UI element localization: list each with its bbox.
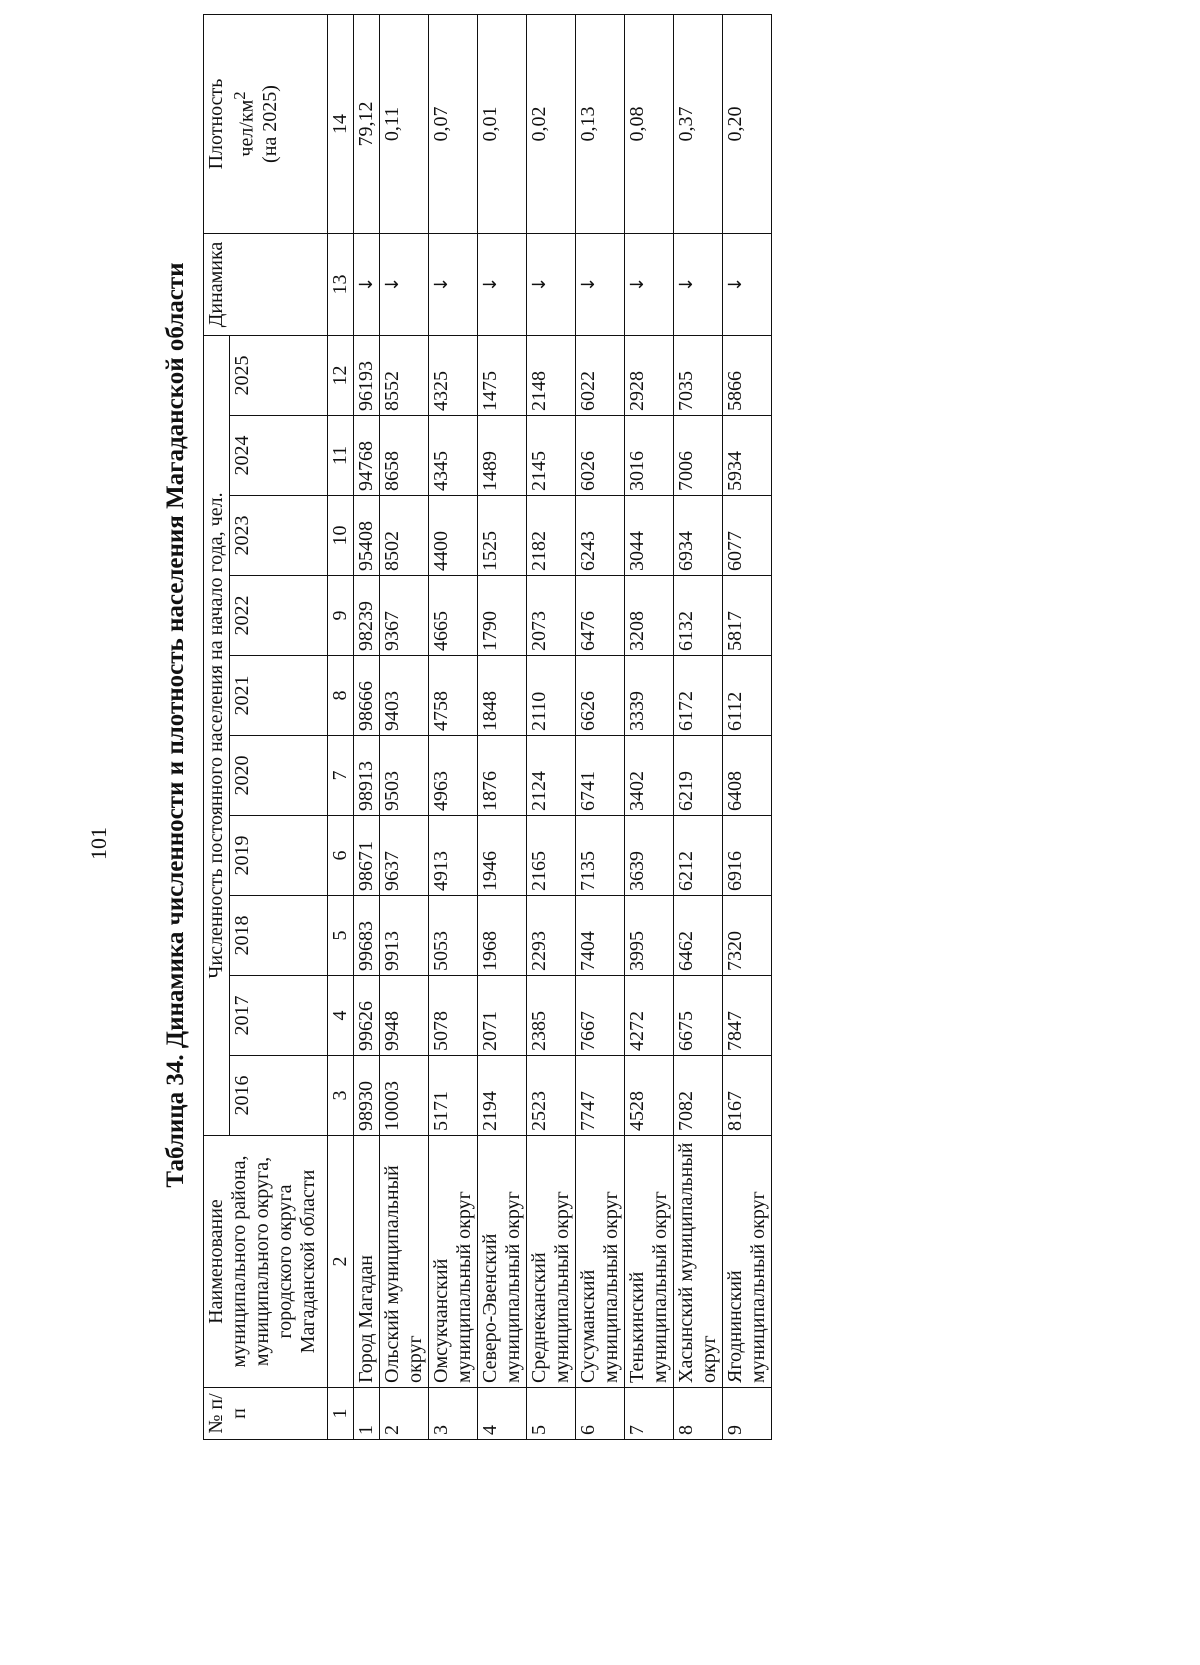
population-cell-2020: 3402 [625,736,674,816]
row-number: 6 [576,1388,625,1440]
population-cell-2024: 94768 [354,416,380,496]
population-cell-2022: 4665 [429,576,478,656]
population-cell-2022: 3208 [625,576,674,656]
population-cell-2019: 4913 [429,816,478,896]
column-index-cell: 4 [328,976,354,1056]
population-cell-2019: 3639 [625,816,674,896]
down-arrow-icon: ↓ [431,276,452,293]
population-cell-2024: 3016 [625,416,674,496]
population-cell-2019: 1946 [478,816,527,896]
population-cell-2025: 8552 [380,336,429,416]
column-index-cell: 3 [328,1056,354,1136]
population-cell-2022: 98239 [354,576,380,656]
column-index-cell: 1 [328,1388,354,1440]
header-year-2024: 2024 [230,416,328,496]
column-index-cell: 14 [328,15,354,234]
population-cell-2021: 1848 [478,656,527,736]
row-name: Ольский муниципальный округ [380,1136,429,1388]
population-cell-2019: 6212 [674,816,723,896]
population-cell-2016: 2523 [527,1056,576,1136]
population-cell-2017: 2071 [478,976,527,1056]
population-cell-2020: 6408 [723,736,772,816]
page-number: 101 [86,827,111,860]
down-arrow-icon: ↓ [725,276,746,293]
column-index-cell: 12 [328,336,354,416]
down-arrow-icon: ↓ [627,276,648,293]
down-arrow-icon: ↓ [382,276,403,293]
population-cell-2017: 9948 [380,976,429,1056]
row-name: Среднеканский муниципальный округ [527,1136,576,1388]
row-name: Город Магадан [354,1136,380,1388]
dynamics-cell [478,234,527,336]
population-cell-2022: 6132 [674,576,723,656]
header-dynamics: Динамика [204,234,328,336]
column-index-cell: 10 [328,496,354,576]
population-cell-2018: 1968 [478,896,527,976]
population-cell-2024: 8658 [380,416,429,496]
population-cell-2023: 6077 [723,496,772,576]
population-cell-2024: 5934 [723,416,772,496]
population-cell-2018: 3995 [625,896,674,976]
population-cell-2024: 1489 [478,416,527,496]
population-cell-2024: 2145 [527,416,576,496]
header-density [204,15,328,234]
population-cell-2016: 4528 [625,1056,674,1136]
population-cell-2023: 95408 [354,496,380,576]
row-number: 8 [674,1388,723,1440]
population-cell-2019: 98671 [354,816,380,896]
table-row [354,15,380,1440]
table-row [527,15,576,1440]
header-num: № п/п [204,1388,328,1440]
dynamics-cell [380,234,429,336]
column-index-cell: 9 [328,576,354,656]
population-cell-2017: 4272 [625,976,674,1056]
dynamics-cell [354,234,380,336]
population-cell-2020: 9503 [380,736,429,816]
header-density-sup: 2 [230,91,249,100]
row-number: 9 [723,1388,772,1440]
population-cell-2017: 2385 [527,976,576,1056]
population-cell-2021: 9403 [380,656,429,736]
population-cell-2021: 4758 [429,656,478,736]
row-name: Ягоднинский муниципальный округ [723,1136,772,1388]
population-cell-2023: 1525 [478,496,527,576]
population-cell-2020: 2124 [527,736,576,816]
header-year-2018: 2018 [230,896,328,976]
header-population-group: Численность постоянного населения на начало года, чел. [204,336,230,1136]
population-cell-2018: 7320 [723,896,772,976]
header-year-2019: 2019 [230,816,328,896]
column-index-cell: 6 [328,816,354,896]
column-index-cell: 13 [328,234,354,336]
population-cell-2023: 3044 [625,496,674,576]
population-cell-2025: 4325 [429,336,478,416]
row-name: Тенькинский муниципальный округ [625,1136,674,1388]
dynamics-cell [723,234,772,336]
population-cell-2019: 7135 [576,816,625,896]
population-cell-2017: 5078 [429,976,478,1056]
population-cell-2022: 9367 [380,576,429,656]
population-cell-2024: 4345 [429,416,478,496]
population-cell-2017: 6675 [674,976,723,1056]
population-cell-2023: 2182 [527,496,576,576]
population-cell-2016: 2194 [478,1056,527,1136]
dynamics-cell [527,234,576,336]
population-cell-2021: 6172 [674,656,723,736]
table-body [354,15,772,1440]
header-year-2020: 2020 [230,736,328,816]
table-row [723,15,772,1440]
population-cell-2016: 98930 [354,1056,380,1136]
population-cell-2016: 7747 [576,1056,625,1136]
density-cell: 0,02 [527,15,576,234]
density-cell: 0,01 [478,15,527,234]
table-row [625,15,674,1440]
population-cell-2018: 7404 [576,896,625,976]
population-cell-2017: 99626 [354,976,380,1056]
row-name: Северо-Эвенский муниципальный округ [478,1136,527,1388]
dynamics-cell [625,234,674,336]
density-cell: 0,37 [674,15,723,234]
dynamics-cell [576,234,625,336]
population-cell-2020: 4963 [429,736,478,816]
population-cell-2025: 2928 [625,336,674,416]
population-cell-2019: 9637 [380,816,429,896]
density-cell: 0,20 [723,15,772,234]
row-name: Хасынский муниципальный округ [674,1136,723,1388]
row-number: 7 [625,1388,674,1440]
header-density-line1: Плотность [205,78,227,170]
table-row [576,15,625,1440]
table-row [478,15,527,1440]
population-table [203,14,772,1440]
population-cell-2020: 6219 [674,736,723,816]
table-header [204,15,354,1440]
population-cell-2023: 6243 [576,496,625,576]
header-year-2016: 2016 [230,1056,328,1136]
density-cell: 0,07 [429,15,478,234]
row-name: Омсукчанский муниципальный округ [429,1136,478,1388]
density-cell: 0,11 [380,15,429,234]
population-cell-2017: 7667 [576,976,625,1056]
down-arrow-icon: ↓ [480,276,501,293]
density-cell: 79,12 [354,15,380,234]
population-cell-2025: 5866 [723,336,772,416]
population-cell-2016: 8167 [723,1056,772,1136]
column-index-row [328,15,354,1440]
table-row [429,15,478,1440]
column-index-cell: 2 [328,1136,354,1388]
population-cell-2021: 3339 [625,656,674,736]
population-cell-2016: 7082 [674,1056,723,1136]
population-cell-2025: 7035 [674,336,723,416]
population-cell-2019: 6916 [723,816,772,896]
population-cell-2018: 6462 [674,896,723,976]
row-number: 5 [527,1388,576,1440]
population-cell-2023: 6934 [674,496,723,576]
column-index-cell: 8 [328,656,354,736]
population-cell-2018: 99683 [354,896,380,976]
down-arrow-icon: ↓ [676,276,697,293]
population-cell-2025: 1475 [478,336,527,416]
column-index-cell: 5 [328,896,354,976]
population-cell-2021: 98666 [354,656,380,736]
down-arrow-icon: ↓ [356,276,377,293]
header-density-line2: чел/км [235,99,258,157]
dynamics-cell [674,234,723,336]
population-cell-2022: 1790 [478,576,527,656]
population-cell-2023: 8502 [380,496,429,576]
dynamics-cell [429,234,478,336]
density-cell: 0,08 [625,15,674,234]
population-cell-2023: 4400 [429,496,478,576]
population-cell-2022: 6476 [576,576,625,656]
population-cell-2018: 9913 [380,896,429,976]
population-cell-2017: 7847 [723,976,772,1056]
population-cell-2020: 1876 [478,736,527,816]
population-cell-2022: 2073 [527,576,576,656]
population-cell-2018: 5053 [429,896,478,976]
header-name: Наименование муниципального района, муниципального округа, городского округа Магаданской области [204,1136,328,1388]
population-cell-2021: 6112 [723,656,772,736]
population-cell-2025: 6022 [576,336,625,416]
down-arrow-icon: ↓ [529,276,550,293]
population-cell-2021: 2110 [527,656,576,736]
population-cell-2025: 2148 [527,336,576,416]
population-cell-2019: 2165 [527,816,576,896]
header-year-2025: 2025 [230,336,328,416]
population-cell-2016: 10003 [380,1056,429,1136]
column-index-cell: 11 [328,416,354,496]
row-number: 2 [380,1388,429,1440]
row-number: 3 [429,1388,478,1440]
row-number: 1 [354,1388,380,1440]
header-year-2023: 2023 [230,496,328,576]
header-density-line3: (на 2025) [258,85,281,163]
population-cell-2024: 6026 [576,416,625,496]
row-name: Сусуманский муниципальный округ [576,1136,625,1388]
population-cell-2024: 7006 [674,416,723,496]
population-cell-2021: 6626 [576,656,625,736]
population-cell-2016: 5171 [429,1056,478,1136]
population-cell-2020: 6741 [576,736,625,816]
row-number: 4 [478,1388,527,1440]
rotated-page-content [160,10,772,1440]
density-cell: 0,13 [576,15,625,234]
column-index-cell: 7 [328,736,354,816]
population-cell-2020: 98913 [354,736,380,816]
table-row [674,15,723,1440]
table-row [380,15,429,1440]
header-year-2022: 2022 [230,576,328,656]
down-arrow-icon: ↓ [578,276,599,293]
population-cell-2022: 5817 [723,576,772,656]
table-title: Таблица 34. Динамика численности и плотность населения Магаданской области [162,262,189,1188]
header-year-2017: 2017 [230,976,328,1056]
header-year-2021: 2021 [230,656,328,736]
population-cell-2018: 2293 [527,896,576,976]
population-cell-2025: 96193 [354,336,380,416]
